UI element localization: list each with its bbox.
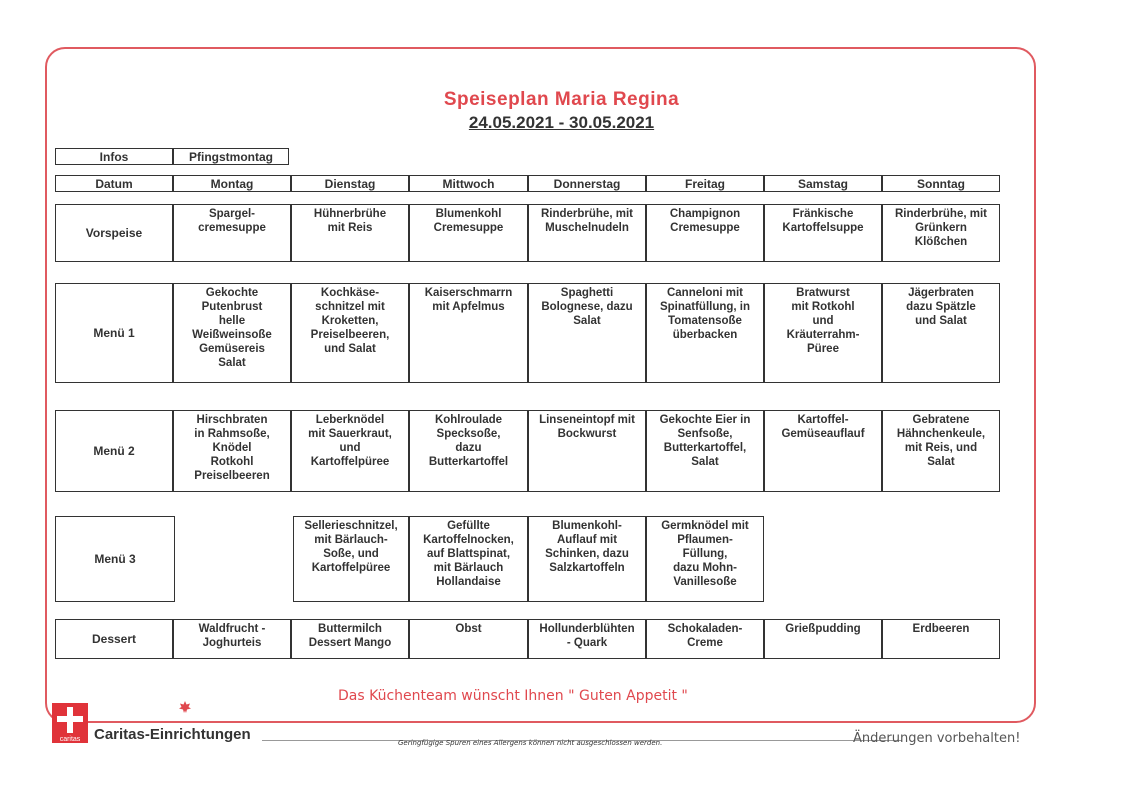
header-day-freitag: Freitag [646, 175, 764, 192]
row-label-menu2: Menü 2 [55, 410, 173, 492]
menu1-samstag: Bratwurst mit Rotkohl und Kräuterrahm- Püree [764, 283, 882, 383]
menu1-donnerstag: Spaghetti Bolognese, dazu Salat [528, 283, 646, 383]
menu3-mittwoch: Gefüllte Kartoffelnocken, auf Blattspinat, mit Bärlauch Hollandaise [409, 516, 528, 602]
header-day-mittwoch: Mittwoch [409, 175, 528, 192]
dessert-dienstag: Buttermilch Dessert Mango [291, 619, 409, 659]
header-day-dienstag: Dienstag [291, 175, 409, 192]
menu1-dienstag: Kochkäse- schnitzel mit Kroketten, Preiselbeeren, und Salat [291, 283, 409, 383]
menu2-samstag: Kartoffel- Gemüseauflauf [764, 410, 882, 492]
header-day-sonntag: Sonntag [882, 175, 1000, 192]
menu1-montag: Gekochte Putenbrust helle Weißweinsoße Gemüsereis Salat [173, 283, 291, 383]
row-label-menu1: Menü 1 [55, 283, 173, 383]
allergen-note: Geringfügige Spuren eines Allergens können nicht ausgeschlossen werden. [398, 739, 663, 747]
infos-label: Infos [55, 148, 173, 165]
menu2-sonntag: Gebratene Hähnchenkeule, mit Reis, und Salat [882, 410, 1000, 492]
dessert-samstag: Grießpudding [764, 619, 882, 659]
menu2-dienstag: Leberknödel mit Sauerkraut, und Kartoffelpüree [291, 410, 409, 492]
menu3-dienstag: Sellerieschnitzel, mit Bärlauch- Soße, und Kartoffelpüree [293, 516, 409, 602]
infos-value: Pfingstmontag [173, 148, 289, 165]
caritas-logo-text: caritas [59, 736, 81, 743]
row-label-vorspeise: Vorspeise [55, 204, 173, 262]
dessert-freitag: Schokaladen- Creme [646, 619, 764, 659]
dessert-donnerstag: Hollunderblühten - Quark [528, 619, 646, 659]
dessert-sonntag: Erdbeeren [882, 619, 1000, 659]
row-label-dessert: Dessert [55, 619, 173, 659]
header-day-samstag: Samstag [764, 175, 882, 192]
menu1-mittwoch: Kaiserschmarrn mit Apfelmus [409, 283, 528, 383]
vorspeise-mittwoch: Blumenkohl Cremesuppe [409, 204, 528, 262]
vorspeise-freitag: Champignon Cremesuppe [646, 204, 764, 262]
menu2-donnerstag: Linseneintopf mit Bockwurst [528, 410, 646, 492]
vorspeise-sonntag: Rinderbrühe, mit Grünkern Klößchen [882, 204, 1000, 262]
menu2-freitag: Gekochte Eier in Senfsoße, Butterkartoffel, Salat [646, 410, 764, 492]
vorspeise-dienstag: Hühnerbrühe mit Reis [291, 204, 409, 262]
dessert-montag: Waldfrucht - Joghurteis [173, 619, 291, 659]
menu2-mittwoch: Kohlroulade Specksoße, dazu Butterkartoffel [409, 410, 528, 492]
vorspeise-montag: Spargel- cremesuppe [173, 204, 291, 262]
changes-note: Änderungen vorbehalten! [853, 731, 1021, 746]
maple-leaf-icon [178, 700, 192, 719]
caritas-logo [52, 703, 88, 743]
vorspeise-samstag: Fränkische Kartoffelsuppe [764, 204, 882, 262]
greeting-text: Das Küchenteam wünscht Ihnen " Guten Appetit " [338, 688, 688, 704]
date-range: 24.05.2021 - 30.05.2021 [468, 113, 655, 132]
menu3-donnerstag: Blumenkohl- Auflauf mit Schinken, dazu Salzkartoffeln [528, 516, 646, 602]
page-title: Speiseplan Maria Regina [443, 89, 680, 110]
menu1-sonntag: Jägerbraten dazu Spätzle und Salat [882, 283, 1000, 383]
menu1-freitag: Canneloni mit Spinatfüllung, in Tomatensoße überbacken [646, 283, 764, 383]
header-day-montag: Montag [173, 175, 291, 192]
vorspeise-donnerstag: Rinderbrühe, mit Muschelnudeln [528, 204, 646, 262]
caritas-name: Caritas-Einrichtungen [94, 726, 251, 743]
dessert-mittwoch: Obst [409, 619, 528, 659]
header-day-donnerstag: Donnerstag [528, 175, 646, 192]
menu3-freitag: Germknödel mit Pflaumen- Füllung, dazu Mohn- Vanillesoße [646, 516, 764, 602]
header-datum: Datum [55, 175, 173, 192]
row-label-menu3: Menü 3 [55, 516, 175, 602]
menu2-montag: Hirschbraten in Rahmsoße, Knödel Rotkohl Preiselbeeren [173, 410, 291, 492]
